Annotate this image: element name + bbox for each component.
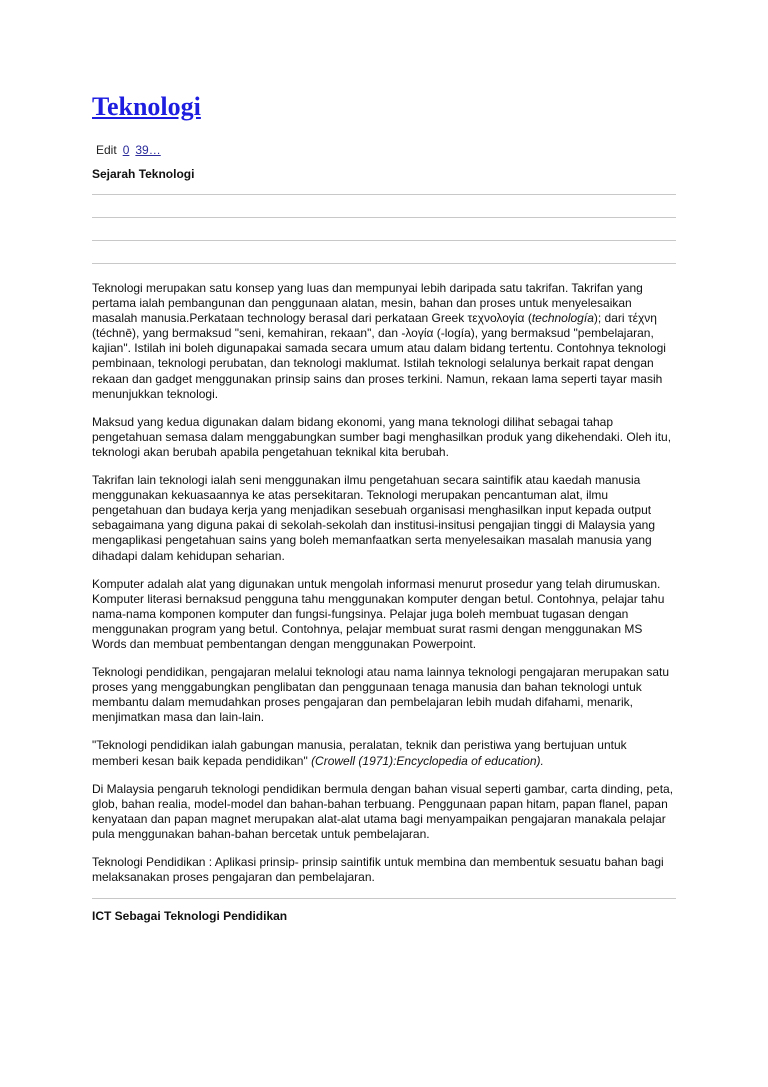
paragraph <box>92 473 676 564</box>
paragraph <box>92 782 676 842</box>
paragraph-text: Takrifan lain teknologi ialah seni menggunakan ilmu pengetahuan secara saintifik atau kaedah manusia menggunakan kekuasaannya ke atas persekitaran. Teknologi merupakan pencantuman alat, ilmu pengetahuan dan budaya kerja yang menjadikan sesebuah organisasi menghasilkan input kepada output sebagaimana yang diguna pakai di sekolah-sekolah dan institusi-insitusi pengajian tinggi di Malaysia yang mengaplikasi pengetahuan sains yang boleh memanfaatkan serta menyelesaikan masalah manusia yang dihadapi dalam kehidupan seharian. <box>92 473 656 563</box>
section-heading-history: Sejarah Teknologi <box>92 167 195 181</box>
views-link[interactable]: 39… <box>135 143 161 157</box>
edit-label[interactable]: Edit <box>96 143 117 157</box>
paragraph-text: "Teknologi pendidikan ialah gabungan manusia, peralatan, teknik dan peristiwa yang bertujuan untuk memberi kesan baik kepada pendidikan" <box>92 738 627 768</box>
paragraph-text: Di Malaysia pengaruh teknologi pendidikan bermula dengan bahan visual seperti gambar, carta dinding, peta, glob, bahan realia, model-model dan bahan-bahan terbuang. Penggunaan papan hitam, papan flanel, papan kenyataan dan papan magnet merupakan alat-alat utama bagi menyampaikan pengajaran manakala pelajar pula menggunakan bahan-bahan bercetak untuk pembelajaran. <box>92 781 674 841</box>
comments-link[interactable]: 0 <box>122 143 130 157</box>
italic-text: technología <box>531 311 594 326</box>
paragraph <box>92 738 676 768</box>
paragraph-text: Maksud yang kedua digunakan dalam bidang ekonomi, yang mana teknologi dilihat sebagai tahap pengetahuan semasa dalam menggabungkan sumber bagi menghasilkan produk yang dikehendaki. Oleh itu, teknologi akan berubah apabila pengetahuan teknikal kita berubah. <box>92 414 672 459</box>
paragraph-text: Komputer adalah alat yang digunakan untuk mengolah informasi menurut prosedur yang telah dirumuskan. Komputer literasi bernaksud pengguna tahu menggunakan komputer dengan betul. Contohnya, pelajar tahu nama-nama komponen komputer dan fungsi-fungsinya. Pelajar juga boleh membuat tugasan dengan menggunakan program yang betul. Contohnya, pelajar membuat surat rasmi dengan menggunakan MS Words dan membuat pembentangan dengan menggunakan Powerpoint. <box>92 576 665 651</box>
article-body <box>92 281 676 885</box>
document-page <box>92 92 676 924</box>
divider <box>92 217 676 218</box>
divider <box>92 263 676 264</box>
italic-text: (Crowell (1971):Encyclopedia of education). <box>311 753 544 768</box>
paragraph-text: Teknologi Pendidikan : Aplikasi prinsip- prinsip saintifik untuk membina dan membentuk sesuatu bahan bagi melaksanakan proses pengajaran dan pembelajaran. <box>92 855 664 885</box>
paragraph-text: Teknologi merupakan satu konsep yang luas dan mempunyai lebih daripada satu takrifan. Takrifan yang pertama ialah pembangunan dan penggunaan alatan, mesin, bahan dan proses untuk menyelesaikan masalah manusia.Perkataan technology berasal dari perkataan Greek τεχνολογία ( <box>92 281 643 326</box>
paragraph <box>92 577 676 652</box>
divider-group <box>92 194 676 264</box>
divider <box>92 194 676 195</box>
paragraph-text: ); dari τέχνη (téchnē), yang bermaksud "seni, kemahiran, rekaan", dan -λογία (-logía), yang bermaksud "pembelajaran, kajian". Istilah ini boleh digunapakai samada secara umum atau dalam bidang tertentu. Contohnya teknologi pembinaan, teknologi perubatan, dan teknologi maklumat. Istilah teknologi selalunya berkait rapat dengan rekaan dan gadget menggunakan prinsip sains dan proses terkini. Namun, rekaan lama seperti tayar masih menunjukkan teknologi. <box>92 311 666 401</box>
paragraph <box>92 665 676 725</box>
paragraph <box>92 415 676 460</box>
paragraph-text: Teknologi pendidikan, pengajaran melalui teknologi atau nama lainnya teknologi pengajaran merupakan satu proses yang menggabungkan penglibatan dan penggunaan tenaga manusia dan bahan teknologi untuk membantu dalam memudahkan proses pengajaran dan pembelajaran lebih mudah difahami, menarik, menjimatkan masa dan lain-lain. <box>92 665 670 725</box>
paragraph <box>92 855 676 885</box>
page-meta <box>96 142 676 158</box>
section-heading-ict: ICT Sebagai Teknologi Pendidikan <box>92 909 288 924</box>
page-title[interactable]: Teknologi <box>92 92 201 121</box>
divider <box>92 240 676 241</box>
paragraph <box>92 281 676 402</box>
divider <box>92 898 676 899</box>
